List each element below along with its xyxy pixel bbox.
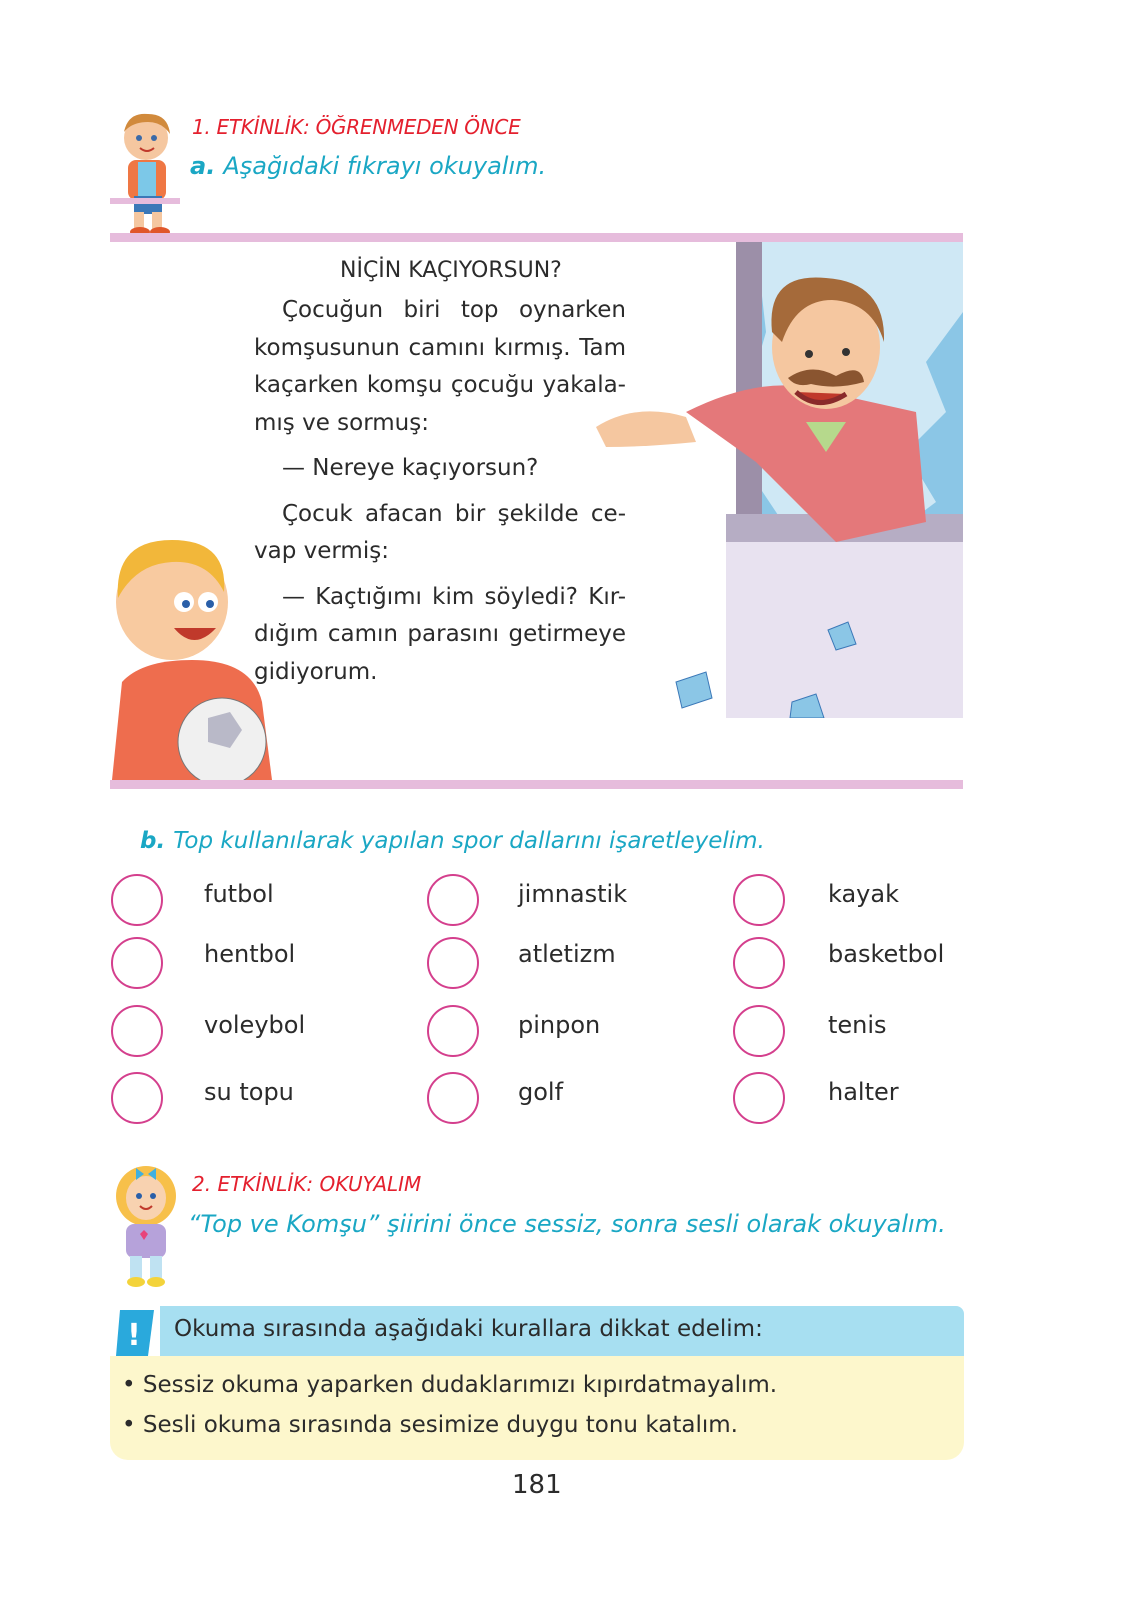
checkbox-circle[interactable]	[427, 1072, 479, 1124]
story-paragraph: Çocuk afacan bir şekilde ce-vap vermiş:	[254, 500, 626, 564]
checkbox-circle[interactable]	[111, 874, 163, 926]
story-paragraph: Çocuğun biri top oynarken komşusunun camını kırmış. Tam kaçarken komşu çocuğu yakala-mış ve sormuş:	[254, 297, 626, 436]
checkbox-circle[interactable]	[427, 937, 479, 989]
activity-1-instruction-text: Aşağıdaki fıkrayı okuyalım.	[223, 152, 547, 180]
story-paragraph: — Kaçtığımı kim söyledi? Kır-dığım camın parasını getirmeye gidiyorum.	[254, 583, 626, 685]
rule-item: • Sesli okuma sırasında sesimize duygu tonu katalım.	[122, 1412, 738, 1438]
boy-sitting-illustration	[108, 108, 190, 240]
checkbox-circle[interactable]	[427, 874, 479, 926]
story-title: NİÇİN KAÇIYORSUN?	[340, 258, 562, 283]
activity-2-instruction: “Top ve Komşu” şiirini önce sessiz, sonra sesli olarak okuyalım.	[188, 1210, 946, 1238]
option-label: jimnastik	[518, 880, 628, 908]
checkbox-circle[interactable]	[111, 937, 163, 989]
exclamation-icon	[116, 1310, 154, 1356]
checkbox-circle[interactable]	[733, 1072, 785, 1124]
story-paragraph: — Nereye kaçıyorsun?	[282, 455, 539, 481]
neighbor-window-illustration	[596, 242, 963, 718]
option-label: atletizm	[518, 940, 616, 968]
story-bottom-divider	[110, 780, 963, 789]
option-label: golf	[518, 1078, 564, 1106]
rules-heading-bar	[160, 1306, 964, 1356]
option-label: futbol	[204, 880, 274, 908]
rules-list	[110, 1356, 964, 1460]
exclamation-mark: !	[127, 1318, 141, 1353]
story-text	[254, 292, 626, 691]
item-letter-b: b.	[140, 828, 166, 854]
option-label: halter	[828, 1078, 899, 1106]
option-label: su topu	[204, 1078, 294, 1106]
item-letter-a: a.	[190, 152, 216, 180]
option-label: tenis	[828, 1011, 887, 1039]
option-label: voleybol	[204, 1011, 306, 1039]
checkbox-circle[interactable]	[111, 1005, 163, 1057]
page-number: 181	[512, 1470, 562, 1500]
option-label: kayak	[828, 880, 899, 908]
checkbox-circle[interactable]	[733, 1005, 785, 1057]
option-label: hentbol	[204, 940, 296, 968]
activity-1-title: 1. ETKİNLİK: ÖĞRENMEDEN ÖNCE	[192, 115, 521, 139]
option-label: basketbol	[828, 940, 945, 968]
checkbox-circle[interactable]	[111, 1072, 163, 1124]
rules-heading: Okuma sırasında aşağıdaki kurallara dikkat edelim:	[174, 1316, 763, 1342]
option-label: pinpon	[518, 1011, 601, 1039]
rule-item: • Sessiz okuma yaparken dudaklarımızı kıpırdatmayalım.	[122, 1372, 778, 1398]
checkbox-circle[interactable]	[733, 874, 785, 926]
girl-sitting-illustration	[110, 1160, 186, 1290]
checkbox-circle[interactable]	[733, 937, 785, 989]
activity-1-instruction	[190, 152, 546, 180]
story-top-divider	[110, 233, 963, 242]
activity-b-instruction	[140, 828, 765, 854]
activity-b-instruction-text: Top kullanılarak yapılan spor dallarını işaretleyelim.	[173, 828, 765, 854]
activity-2-title: 2. ETKİNLİK: OKUYALIM	[192, 1172, 422, 1196]
boy-with-ball-illustration	[112, 532, 272, 780]
checkbox-circle[interactable]	[427, 1005, 479, 1057]
